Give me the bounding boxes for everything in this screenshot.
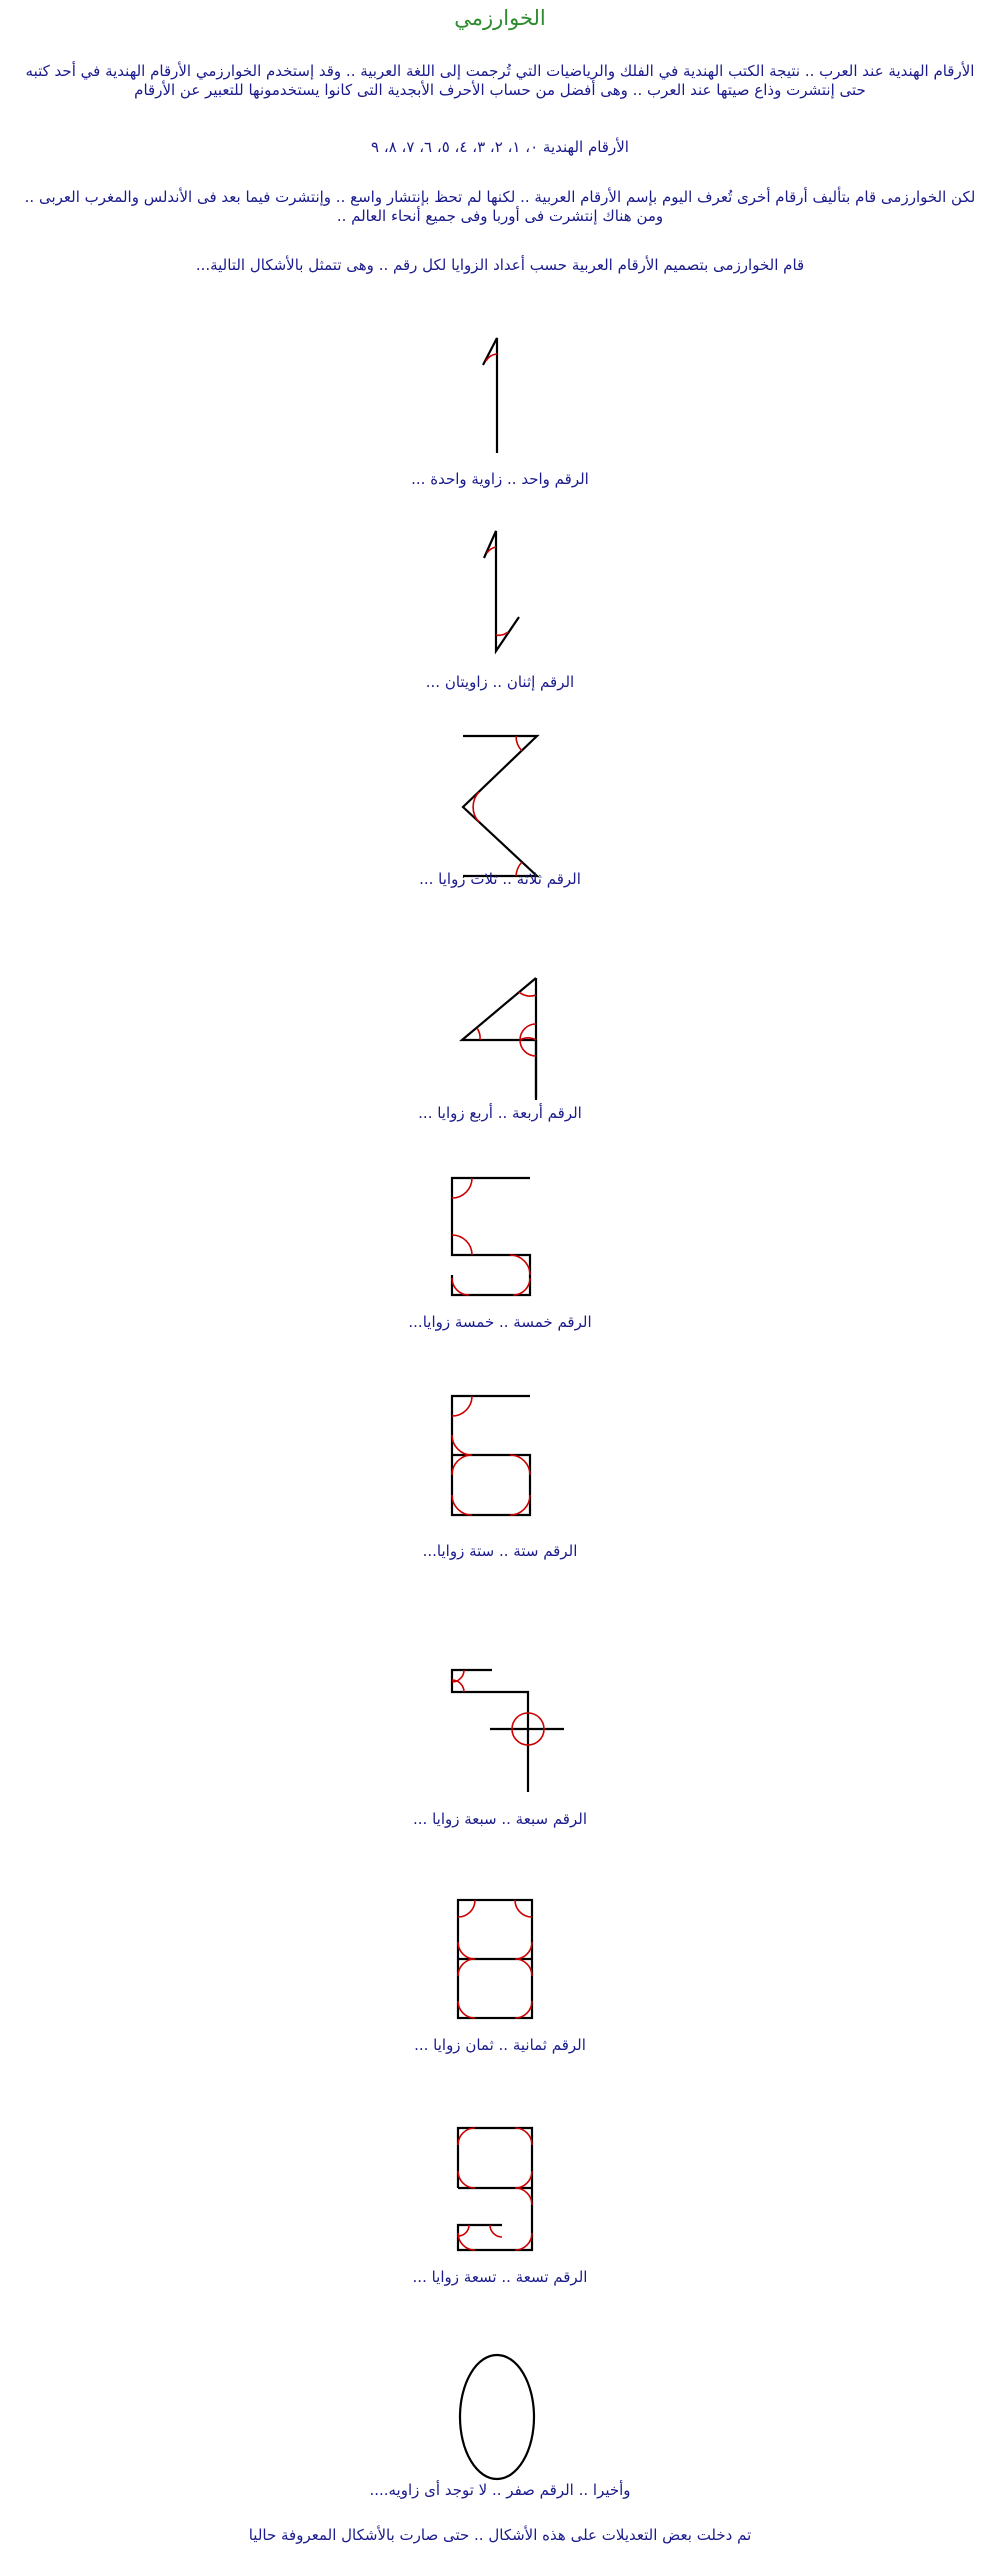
- hindi-digits-line: الأرقام الهندية ٠، ١، ٢، ٣، ٤، ٥، ٦، ٧، ٨، ٩: [371, 138, 629, 156]
- digit-zero-caption: وأخيرا .. الرقم صفر .. لا توجد أى زاويه....: [369, 2481, 631, 2499]
- digit-one-caption: الرقم واحد .. زاوية واحدة ...: [411, 470, 589, 488]
- digit-nine-figure: [458, 2128, 532, 2250]
- intro-paragraph-2: لكن الخوارزمى قام بتأليف أرقام أخرى تُعرف اليوم بإسم الأرقام العربية .. لكنها لم تحظ بإنتشار واسع .. وإنتشرت فيما بعد فى الأندلس والمغرب العربى .. ومن هناك إنتشرت فى أوربا وفى جميع أنحاء العالم ..: [24, 188, 976, 225]
- digit-five-caption: الرقم خمسة .. خمسة زوايا...: [408, 1313, 592, 1331]
- digit-three-caption: الرقم ثلاثة .. ثلاث زوايا ...: [419, 870, 581, 888]
- digit-three-figure: [463, 736, 537, 876]
- digit-seven-figure: [452, 1670, 564, 1792]
- page-title: الخوارزمي: [454, 6, 546, 30]
- digit-eight-caption: الرقم ثمانية .. ثمان زوايا ...: [414, 2036, 586, 2054]
- closing-note: تم دخلت بعض التعديلات على هذه الأشكال .. حتى صارت بالأشكال المعروفة حاليا: [248, 2526, 752, 2544]
- digit-two-figure: [484, 531, 519, 651]
- digit-eight-figure: [458, 1900, 532, 2018]
- digit-six-caption: الرقم ستة .. ستة زوايا...: [422, 1542, 578, 1560]
- digit-four-caption: الرقم أربعة .. أربع زوايا ...: [418, 1104, 582, 1122]
- digit-six-figure: [452, 1396, 530, 1515]
- digit-seven-caption: الرقم سبعة .. سبعة زوايا ...: [413, 1810, 587, 1828]
- digit-five-figure: [452, 1178, 530, 1295]
- digit-four-figure: [462, 978, 536, 1100]
- digit-zero-figure: [460, 2355, 534, 2479]
- digit-nine-caption: الرقم تسعة .. تسعة زوايا ...: [412, 2268, 588, 2286]
- intro-paragraph-3: قام الخوارزمى بتصميم الأرقام العربية حسب أعداد الزوايا لكل رقم .. وهى تتمثل بالأشكال التالية...: [195, 256, 805, 274]
- digit-one-figure: [483, 338, 497, 453]
- intro-paragraph-1: الأرقام الهندية عند العرب .. نتيجة الكتب الهندية في الفلك والرياضيات التي تُرجمت إلى اللغة العربية .. وقد إستخدم الخوارزمي الأرقام الهندية في أحد كتبه حتى إنتشرت وذاع صيتها عند العرب .. وهى أفضل من حساب الأحرف الأبجدية التى كانوا يستخدمونها للتعبير عن الأرقام: [25, 62, 975, 99]
- digit-two-caption: الرقم إثنان .. زاويتان ...: [425, 673, 575, 691]
